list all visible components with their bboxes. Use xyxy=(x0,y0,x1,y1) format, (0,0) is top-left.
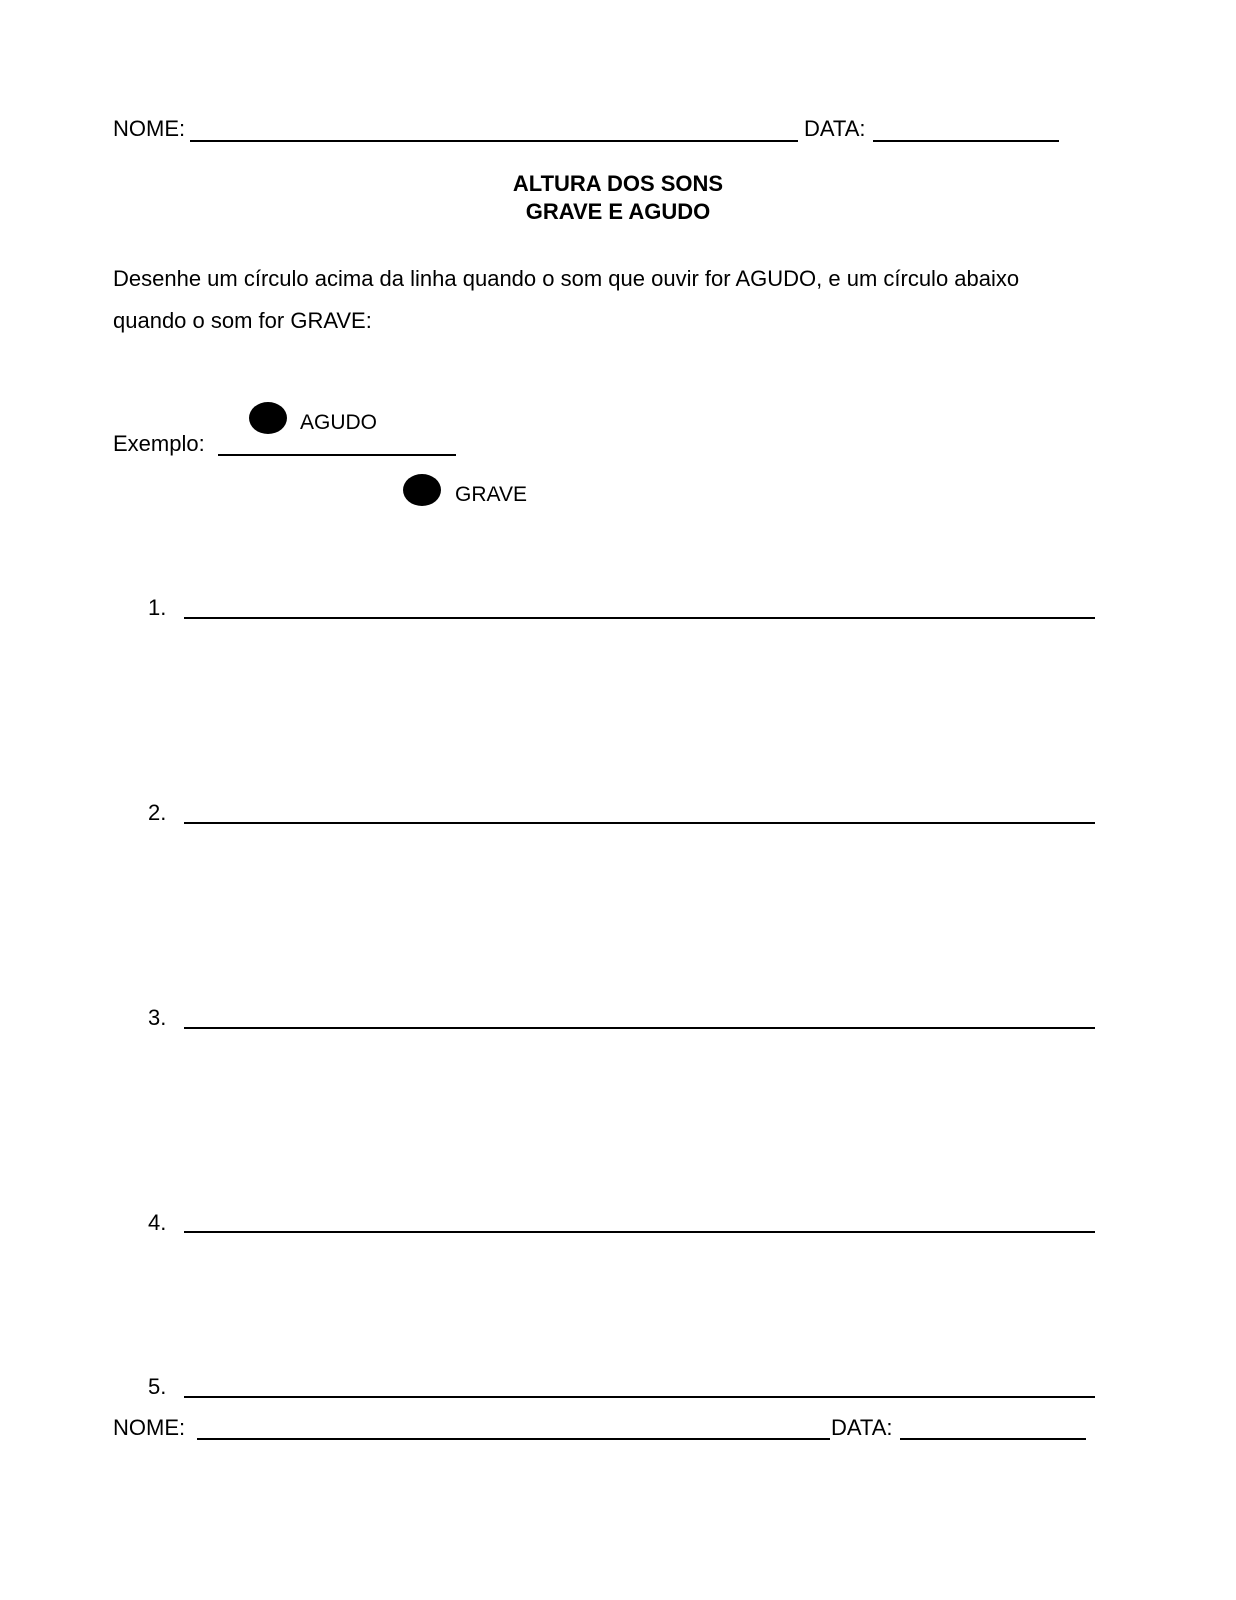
footer-name-field[interactable] xyxy=(197,1438,830,1440)
answer-line-2[interactable] xyxy=(184,822,1095,824)
instruction-line-2: quando o som for GRAVE: xyxy=(113,308,372,333)
date-field[interactable] xyxy=(873,140,1059,142)
low-circle-icon xyxy=(403,474,441,506)
item-number: 2. xyxy=(148,800,167,825)
item-number: 4. xyxy=(148,1210,167,1235)
answer-line-5[interactable] xyxy=(184,1396,1095,1398)
item-number: 5. xyxy=(148,1374,167,1399)
answer-line-3[interactable] xyxy=(184,1027,1095,1029)
answer-line-4[interactable] xyxy=(184,1231,1095,1233)
example-line xyxy=(218,454,456,456)
item-number: 3. xyxy=(148,1005,167,1030)
title-line-2: GRAVE E AGUDO xyxy=(525,199,711,224)
footer-name-label: NOME: xyxy=(113,1415,186,1440)
answer-line-1[interactable] xyxy=(184,617,1095,619)
name-field[interactable] xyxy=(190,140,798,142)
example-label: Exemplo: xyxy=(113,431,205,456)
title-line-1: ALTURA DOS SONS xyxy=(512,171,724,196)
instruction-line-1: Desenhe um círculo acima da linha quando o som que ouvir for AGUDO, e um círculo abaixo xyxy=(113,266,1020,291)
name-label: NOME: xyxy=(113,116,186,141)
footer-date-field[interactable] xyxy=(900,1438,1086,1440)
footer-date-label: DATA: xyxy=(831,1415,893,1440)
high-circle-icon xyxy=(249,402,287,434)
low-label: GRAVE xyxy=(455,483,527,506)
high-label: AGUDO xyxy=(300,411,378,434)
item-number: 1. xyxy=(148,595,167,620)
date-label: DATA: xyxy=(804,116,866,141)
